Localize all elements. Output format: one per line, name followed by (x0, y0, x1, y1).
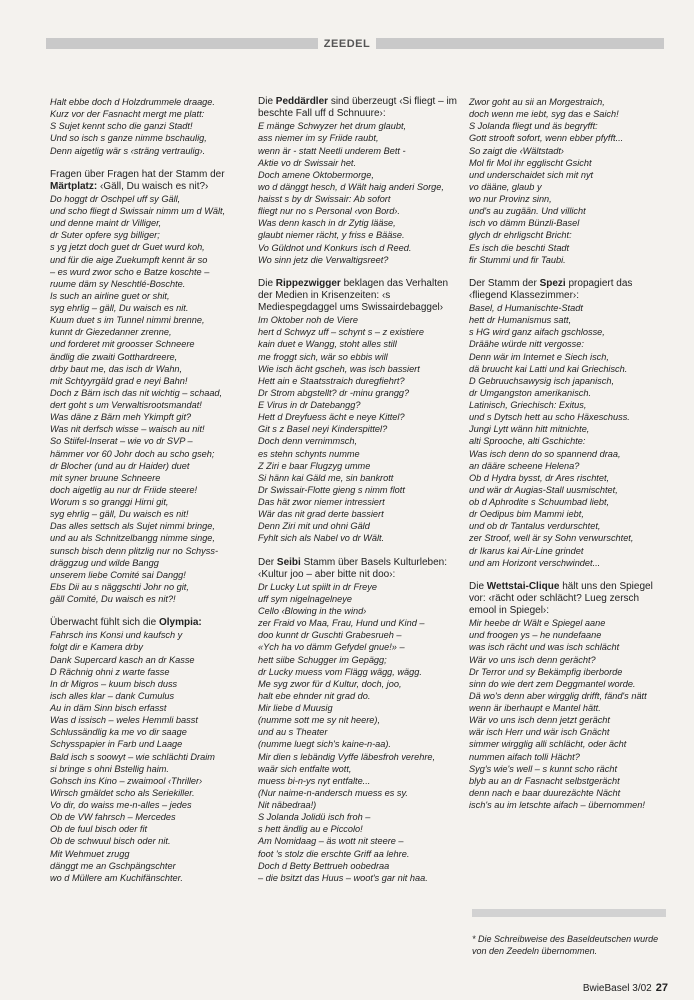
verse-line: an dääre scheene Helena? (469, 460, 580, 471)
verse-line: Ob d Hydra bysst, dr Ares rischtet, (469, 472, 610, 483)
verse-line: und wär dr Augias-Stall uusmischtet, (469, 484, 618, 495)
verse-line: Ob de schwuul bisch oder nit. (50, 836, 171, 847)
section-intro (258, 278, 458, 314)
footnote-rule (472, 909, 666, 917)
text-column-2 (258, 96, 458, 884)
verse-line: E Virus in dr Datebangg? (258, 400, 361, 410)
verse-line: (numme luegt sich's kaine-n-aa). (258, 739, 391, 750)
verse-line: und's au zugään. Und villicht (469, 206, 586, 217)
verse-line: dr Oedipus bim Mammi iebt, (469, 509, 584, 520)
verse-line: So zaigt die ‹Wältstadt› (469, 145, 564, 156)
verse-line: Wirsch gmäldet scho als Seriekiller. (50, 787, 195, 798)
verse-line: Es isch die beschti Stadt (469, 242, 570, 253)
verse-line: glaubt niemer rächt, y friss e Bääse. (258, 230, 405, 241)
verse-line: Hett d Dreyfuess ächt e neye Kittel? (258, 412, 405, 423)
verse-line: In dr Migros – kuum bisch duss (50, 678, 178, 689)
verse-line: Kurz vor der Fasnacht mergt me platt: (50, 109, 205, 120)
verse-line: si bringe s ohni Bstellig haim. (50, 763, 169, 774)
verse-line: Was däne z Bärn meh Ykimpft git? (50, 412, 192, 423)
verse-section (469, 581, 669, 811)
verse-line: – es wurd zwor scho e Batze koschte – (50, 266, 210, 277)
verse-line: dänggt me an Gschpängschter (50, 860, 176, 871)
verse-line: hett dr Humanismus satt, (469, 315, 572, 326)
verse-line: denn nach e baar duurezächte Nächt (469, 787, 621, 798)
verse-line: «Ych ha vo dämm Gefydel gnue!» – (258, 642, 405, 653)
text-column-1 (50, 96, 246, 884)
section-intro (258, 557, 458, 581)
verse-line: Was d issisch – weles Hemmli basst (50, 715, 198, 726)
text-column-3 (469, 96, 669, 811)
verse-line: kain duet e Wangg, stoht alles still (258, 339, 397, 350)
verse-line: Was nit derfsch wisse – waisch au nit! (50, 424, 205, 435)
verse-line: Das alles settsch als Sujet nimmi bringe, (50, 521, 215, 532)
verse-line: Mir liebe d Muusig (258, 703, 333, 713)
verse-line: Wie isch ächt gscheh, was isch bassiert (258, 363, 420, 374)
verse-line: Was isch denn do so spannend draa, (469, 448, 621, 459)
verse-line: ass niemer im sy Friide raubt, (258, 133, 379, 144)
verse-line: dert goht s um Verwaltisrootsmandat! (50, 400, 202, 410)
verse-line: Mir heebe dr Wält e Spiegel aane (469, 618, 606, 629)
verse-line: wär isch Herr und wär isch Gnächt (469, 727, 610, 738)
verse-line: Cello ‹Blowing in the wind› (258, 606, 367, 616)
verse-line: – die bsitzt das Huus – woot's gar nit haa. (258, 872, 428, 883)
intro-text: Überwacht fühlt sich die (50, 617, 157, 629)
verse-line: Das hät zwor niemer intressiert (258, 497, 385, 507)
clique-name: Peddärdler (275, 96, 329, 107)
verse-line: halt ebe ehnder nit grad do. (258, 690, 371, 701)
clique-name: Wettstai-Clique (486, 580, 560, 592)
verse-line: Wär vo uns isch denn jetzt gerächt (469, 715, 610, 726)
intro-text: Die (258, 277, 274, 289)
verse-line: alti Sprooche, alti Gschichte: (469, 436, 586, 447)
publication-name: BwieBasel 3/02 (582, 983, 652, 994)
clique-name: Olympia: (158, 617, 202, 629)
verse-line: syg ehrlig – gäll, Du waisch es nit. (50, 303, 189, 313)
verse-line: dr Lucky muess vom Flägg wägg, wägg. (258, 666, 422, 677)
verse-line: Git s z Basel neyi Kinderspittel? (258, 424, 388, 435)
verse-line: Dr Strom abgstellt? dr -minu grangg? (258, 387, 410, 398)
verse-line: folgt dir e Kamera drby (50, 642, 143, 653)
verse-section (258, 278, 458, 545)
verse-line: Schysspapier in Farb und Laage (50, 739, 183, 750)
verse-line: nummen aifach tolli Hächt? (469, 751, 580, 762)
verse-line: isch's au im letschte aifach – übernommen! (469, 800, 645, 810)
verse-line: Vo Güldnot und Konkurs isch d Reed. (258, 242, 412, 253)
verse-line: wo nur Provinz sinn, (469, 194, 552, 204)
verse-line: Denn aigetlig wär s ‹sträng vertraulig›. (50, 145, 206, 156)
verse-line: mit Schtyyrgäld grad e neyi Bahn! (50, 375, 188, 386)
intro-motto: propagiert das ‹fliegend Klassezimmer›: (469, 277, 633, 301)
section-intro (469, 278, 669, 302)
verse-line: und scho fliegt d Swissair nimm um d Wält, (50, 206, 226, 216)
verse-line: zer Fraid vo Maa, Frau, Hund und Kind – (258, 618, 425, 629)
verse-line: syg ehrlig – gäll, Du waisch es nit! (50, 509, 189, 520)
verse-line: Mol fir Mol ihr egglischt Gsicht (469, 157, 592, 168)
intro-motto: sind überzeugt ‹Si fliegt – im beschte Fall uff d Schnuure›: (258, 96, 457, 120)
clique-name: Rippezwigger (275, 277, 341, 289)
verse-line: und am Horizont verschwindet... (469, 557, 601, 568)
verse-line: isch alles klar – dank Cumulus (50, 690, 175, 701)
verse-line: und underschaidet sich mit nyt (469, 169, 594, 180)
section-intro (50, 617, 246, 629)
verse-line: (numme sott me sy nit heere), (258, 715, 381, 726)
verse-line: Wär das nit grad derte bassiert (258, 509, 384, 520)
verse-line: Denn Ziri mit und ohni Gäld (258, 521, 370, 532)
verse-line: fir Stummi und fir Taubi. (469, 254, 566, 265)
verse-line: haisst s by dr Swissair: Ab sofort (258, 194, 391, 204)
verse-line: drby baut me, das isch dr Wahn, (50, 363, 183, 374)
verse-line: Kuum duet s im Tunnel nimmi brenne, (50, 315, 205, 326)
verse-section (258, 96, 458, 266)
verse-line: fliegt nur no s Personal ‹von Bord›. (258, 206, 400, 217)
verse-line: Hett ain e Staatsstraich duregfiehrt? (258, 375, 405, 386)
verse-line: hett siibe Schugger im Gepägg; (258, 654, 387, 665)
verse-line: Am Nomidaag – äs wott nit steere – (258, 836, 404, 847)
verse-section (50, 96, 246, 157)
intro-text: Die (258, 96, 274, 107)
verse-line: Is such an airline guet or shit, (50, 290, 170, 301)
verse-line: Fyhlt sich als Nabel vo dr Wält. (258, 533, 385, 544)
verse-line: Halt ebbe doch d Holzdrummele draage. (50, 97, 215, 107)
verse-line: isch vo dämm Bünzli-Basel (469, 218, 580, 229)
verse-line: Ob de fuul bisch oder fit (50, 824, 148, 835)
verse-line: wo d Müllere am Kuchifänschter. (50, 872, 183, 883)
verse-line: sunsch bisch denn plitzlig nur no Schyss- (50, 545, 219, 556)
verse-line: s HG wird ganz aifach gschlosse, (469, 327, 605, 338)
section-intro (469, 581, 669, 617)
verse-line: Basel, d Humanischte-Stadt (469, 303, 583, 313)
verse-line: ob d Aphrodite s Schuumbad liebt, (469, 497, 610, 507)
intro-text: Der (258, 556, 275, 568)
verse-line: Dank Supercard kasch an dr Kasse (50, 654, 195, 665)
verse-line: und für die aige Zuekumpft kennt är so (50, 254, 208, 265)
page-footer (583, 982, 668, 994)
verse-line: simmer wirgglig alli schlächt, oder ächt (469, 739, 627, 750)
verse-line: hämmer vor 60 Johr doch au scho gseh; (50, 448, 215, 459)
footnote: * Die Schreibweise des Baseldeutschen wurde von den Zeedeln übernommen. (472, 934, 659, 956)
verse-line: Gohsch ins Kino – zwaimool ‹Thriller› (50, 775, 203, 786)
verse-line: hert d Schwyz uff – schynt s – z existiere (258, 327, 424, 338)
verse-line: Dräähe würde nitt vergosse: (469, 339, 584, 350)
verse-line: sinn do wie dert zem Deggmantel worde. (469, 678, 636, 689)
verse-line: doo kunnt dr Guschti Grabesrueh – (258, 630, 402, 641)
verse-line: was isch rächt und was isch schlächt (469, 642, 620, 653)
intro-motto: beklagen das Verhalten der Medien in Krisenzeiten: ‹s Mediespegdaggel ums Swissairdebaggel› (258, 277, 449, 313)
verse-line: S Jolanda Jolidü isch froh – (258, 812, 371, 823)
verse-line: mit syner bruune Schneere (50, 472, 161, 483)
verse-line: kunnt dr Giezedanner zrenne, (50, 327, 172, 338)
verse-line: blyb au an dr Fasnacht selbstgerächt (469, 775, 620, 786)
intro-text: Fragen über Fragen hat der Stamm der (50, 168, 225, 180)
verse-line: Dr Swissair-Flotte gieng s nimm flott (258, 484, 405, 495)
verse-section (50, 617, 246, 884)
verse-line: dr Ikarus kai Air-Line grindet (469, 545, 584, 556)
verse-line: Mit Wehmuet zrugg (50, 848, 130, 859)
verse-line: Mir dien s lebändig Vyffe läbesfroh verehre, (258, 751, 436, 762)
verse-section (50, 169, 246, 606)
verse-line: muess bi-n-ys nyt entfalte... (258, 775, 371, 786)
verse-line: uff sym nigelnagelneye (258, 593, 352, 604)
section-header (0, 34, 694, 52)
verse-line: ändlig die zwaiti Gotthardreere, (50, 351, 178, 362)
verse-line: Au in däm Sinn bisch erfasst (50, 703, 167, 713)
verse-line: und forderet mit groosser Schneere (50, 339, 195, 350)
clique-name: Spezi (539, 277, 566, 289)
verse-line: unserem liebe Comité sai Dangg! (50, 569, 186, 580)
section-intro (50, 169, 246, 193)
verse-line: D Gebruuchsawysig isch japanisch, (469, 375, 615, 386)
verse-line: Z Ziri e baar Flugzyg umme (258, 460, 371, 471)
clique-name: Seibi (276, 556, 301, 568)
verse-line: doch wenn me iebt, syg das e Saich! (469, 109, 619, 120)
clique-name: Märtplatz: (50, 180, 98, 192)
page-number: 27 (655, 982, 668, 994)
intro-motto: Stamm über Basels Kulturleben: ‹Kultur joo – aber bitte nit doo›: (258, 556, 447, 580)
verse-line: Latinisch, Griechisch: Exitus, (469, 400, 587, 410)
verse-line: dr Blocher (und au dr Haider) duet (50, 460, 190, 471)
verse-line: Doch z Bärn isch das nit wichtig – schaad, (50, 387, 223, 398)
verse-line: Doch d Betty Bettrueh oobedraa (258, 860, 390, 871)
verse-line: foot 's stolz die erschte Griff aa lehre. (258, 848, 410, 859)
verse-line: Aktie vo dr Swissair het. (258, 157, 357, 168)
verse-line: Me syg zwor für d Kultur, doch, joo, (258, 678, 402, 689)
verse-line: Ob de VW fahrsch – Mercedes (50, 812, 176, 823)
verse-line: Schlussändlig ka me vo dir saage (50, 727, 187, 738)
verse-line: ruume däm sy Neschtlé-Boschte. (50, 278, 186, 289)
verse-line: vo dääne, glaub y (469, 181, 542, 192)
verse-line: Syg's wie's well – s kunnt scho rächt (469, 763, 618, 774)
verse-line: Worum s so granggi Hirni git, (50, 497, 169, 507)
verse-line: Nit näbedraa!) (258, 800, 317, 810)
verse-line: Wo sinn jetz die Verwaltigsreet? (258, 254, 389, 265)
verse-line: Im Oktober noh de Viere (258, 315, 358, 326)
intro-text: Der Stamm der (469, 277, 537, 289)
verse-line: Fahrsch ins Konsi und kaufsch y (50, 630, 183, 641)
verse-line: Denn wär im Internet e Siech isch, (469, 351, 609, 362)
verse-line: Bald isch s soowyt – wie schlächti Draim (50, 751, 215, 762)
verse-line: D Rächnig ohni z warte fasse (50, 666, 170, 677)
verse-line: (Nur naime-n-andersch muess es sy. (258, 787, 408, 798)
verse-line: und denne maint dr Villiger, (50, 218, 162, 229)
section-intro (258, 96, 458, 120)
verse-line: S Jolanda fliegt und äs begryfft: (469, 121, 598, 132)
verse-line: Dä wo's denn aber wirgglig drifft, fänd's nätt (469, 690, 647, 701)
verse-line: Doch amene Oktobermorge, (258, 169, 374, 180)
verse-line: und ob dr Tantalus verdurschtet, (469, 521, 601, 532)
verse-line: zer Stroof, well är sy Sohn verwurschtet, (469, 533, 634, 544)
verse-line: gäll Comité, Du waisch es nit?! (50, 594, 176, 604)
verse-line: s hett ändlig au e Piccolo! (258, 824, 363, 835)
intro-motto: hält uns den Spiegel vor: ‹rächt oder schlächt? Lueg zersch emool in Spiegel›: (469, 580, 653, 616)
verse-line: Gott strooft sofort, wenn ebber pfyfft... (469, 133, 624, 144)
verse-line: Si hänn kai Gäld me, sin bankrott (258, 472, 394, 483)
verse-line: s yg jetzt doch guet dr Guet wurd koh, (50, 242, 205, 253)
verse-line: Jungi Lytt wänn hitt mitnichte, (469, 424, 590, 435)
verse-line: Doch denn vernimmsch, (258, 436, 358, 447)
verse-line: und au als Schnitzelbangg nimme singe, (50, 533, 215, 544)
verse-line: Do hoggt dr Oschpel uff sy Gäll, (50, 193, 181, 204)
verse-line: dä bruucht kai Latti und kai Griechisch. (469, 363, 628, 374)
verse-line: doch aigetlig au nur dr Friide steere! (50, 484, 198, 495)
verse-line: es stehn schynts numme (258, 448, 360, 459)
verse-line: So Stiifel-Inserat – wie vo dr SVP – (50, 436, 193, 447)
verse-line: und froogen ys – he nundefaane (469, 630, 602, 641)
verse-section (258, 557, 458, 884)
verse-line: S Sujet kennt scho die ganzi Stadt! (50, 121, 193, 132)
verse-line: wenn är iberhaupt e Mantel hätt. (469, 703, 601, 713)
verse-line: wo d dänggt hesch, d Wält haig anderi Sorge, (258, 181, 444, 192)
verse-line: waär sich entfalte wott, (258, 763, 352, 774)
verse-line: wenn är - statt Neetli underem Bett - (258, 145, 406, 156)
verse-line: Ebs Dii au s näggschti Johr no git, (50, 581, 189, 592)
verse-line: Vo dir, do waiss me-n-alles – jedes (50, 800, 192, 810)
intro-text: Die (469, 580, 485, 592)
verse-line: Dr Lucky Lut spiilt in dr Freye (258, 581, 377, 592)
intro-motto: ‹Gäll, Du waisch es nit?› (100, 180, 209, 192)
section-title: ZEEDEL (318, 38, 376, 50)
verse-line: Wär vo uns isch denn gerächt? (469, 654, 596, 665)
verse-line: dräggzug und wilde Bangg (50, 557, 159, 568)
verse-line: E mänge Schwyzer het drum glaubt, (258, 121, 407, 132)
verse-line: glych dr ehrligscht Bricht: (469, 230, 572, 241)
verse-section (469, 278, 669, 569)
verse-section (469, 96, 669, 266)
verse-line: und s Dytsch hett au scho Häxeschuss. (469, 412, 630, 423)
verse-line: me froggt sich, wär so ebbis will (258, 351, 388, 362)
verse-line: und au s Theater (258, 727, 328, 738)
verse-line: Was denn kasch in dr Zytig lääse, (258, 218, 396, 229)
verse-line: Zwor goht au sii an Morgestraich, (469, 97, 605, 107)
verse-line: Und so isch s ganze nimme bschaulig, (50, 133, 207, 144)
verse-line: Dr Terror und sy Bekämpfig iberborde (469, 666, 623, 677)
verse-line: dr Suter opfere syg billiger; (50, 230, 160, 241)
verse-line: dr Umgangston amerikanisch. (469, 387, 592, 398)
